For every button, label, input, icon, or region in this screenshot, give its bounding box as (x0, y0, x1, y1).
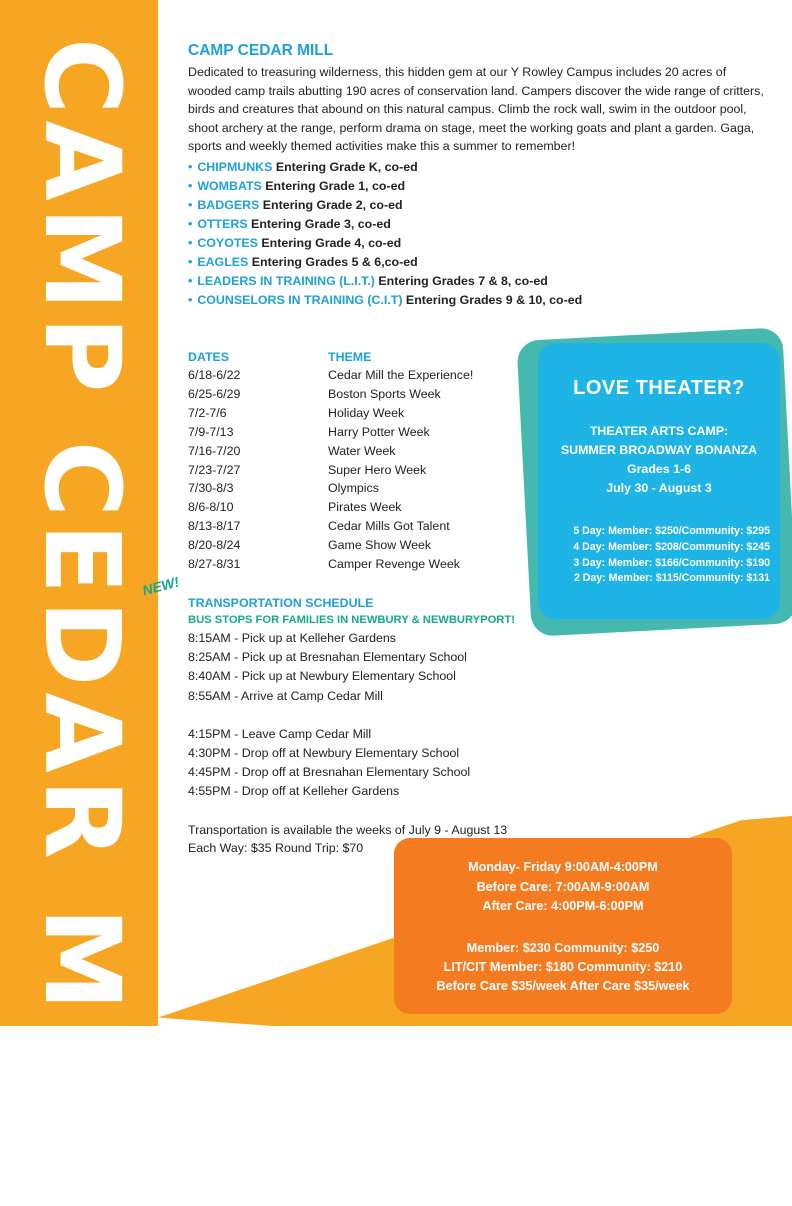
week-date: 8/20-8/24 (188, 538, 241, 553)
transport-subtitle: BUS STOPS FOR FAMILIES IN NEWBURY & NEWBURYPORT! (188, 614, 515, 626)
week-date: 6/25-6/29 (188, 386, 241, 401)
fee-line: Before Care $35/week After Care $35/week (436, 978, 690, 993)
price-line: 4 Day: Member: $208/Community: $245 (573, 540, 770, 553)
group-desc: Entering Grades 9 & 10, co-ed (402, 292, 583, 307)
week-date: 8/6-8/10 (188, 500, 234, 515)
age-groups-list (188, 158, 768, 310)
hours-line: After Care: 4:00PM-6:00PM (482, 899, 644, 913)
weekly-theme-schedule (188, 348, 518, 574)
new-badge: NEW! (140, 573, 181, 599)
hours-and-fees-box (394, 838, 732, 1014)
table-row (188, 479, 518, 498)
table-row (188, 536, 518, 555)
group-name: OTTERS (197, 216, 248, 231)
theater-camp-info (538, 422, 780, 498)
vertical-title: CAMP CEDAR MILL (21, 38, 143, 1206)
table-row (188, 404, 518, 423)
list-item (188, 158, 768, 177)
dates-header: DATES (188, 350, 230, 364)
group-desc: Entering Grade 4, co-ed (257, 235, 402, 250)
fee-line: Member: $230 Community: $250 (466, 940, 660, 955)
list-item (188, 177, 768, 196)
group-desc: Entering Grade K, co-ed (272, 159, 418, 174)
list-item (188, 234, 768, 253)
bullet-icon: • (188, 216, 193, 231)
theater-line: SUMMER BROADWAY BONANZA (560, 443, 758, 457)
transport-title: TRANSPORTATION SCHEDULE (188, 596, 374, 610)
group-desc: Entering Grade 2, co-ed (259, 197, 403, 212)
schedule-header (188, 348, 518, 366)
transportation-schedule (188, 595, 548, 858)
strip-white-gap (158, 0, 174, 860)
week-theme: Super Hero Week (328, 462, 427, 477)
week-date: 7/2-7/6 (188, 405, 227, 420)
week-date: 7/23-7/27 (188, 462, 241, 477)
list-item (188, 196, 768, 215)
theater-heading: LOVE THEATER? (573, 377, 745, 399)
bullet-icon: • (188, 292, 193, 307)
group-name: BADGERS (197, 197, 260, 212)
camp-intro: Dedicated to treasuring wilderness, this hidden gem at our Y Rowley Campus includes 20 acres of wooded camp trails abutting 190 acres of conservation land. Campers discover the wide range of critters, birds and creatures that abound on this natural campus. Climb the rock wall, swim in the outdoor pool, shoot archery at the range, perform drama on stage, meet the working goats and plant a garden. Gaga, sports and weekly themed activities make this a summer to remember! (188, 65, 764, 154)
transport-stop: 4:15PM - Leave Camp Cedar Mill (188, 726, 372, 741)
camp-title: CAMP CEDAR MILL (188, 42, 334, 59)
list-item (188, 253, 768, 272)
table-row (188, 555, 518, 574)
table-row (188, 461, 518, 480)
transport-stop: 8:15AM - Pick up at Kelleher Gardens (188, 631, 396, 645)
bullet-icon: • (188, 159, 193, 174)
transport-stop: 8:40AM - Pick up at Newbury Elementary School (188, 669, 456, 684)
week-theme: Water Week (328, 443, 396, 458)
week-theme: Camper Revenge Week (328, 557, 461, 572)
group-name: EAGLES (197, 254, 249, 269)
week-date: 6/18-6/22 (188, 368, 241, 382)
group-name: WOMBATS (197, 178, 262, 193)
spacer (188, 706, 548, 725)
theater-line: July 30 - August 3 (606, 481, 712, 495)
group-name: COYOTES (197, 235, 258, 250)
hours-info (394, 858, 732, 917)
week-theme: Harry Potter Week (328, 424, 430, 439)
table-row (188, 498, 518, 517)
price-line: 5 Day: Member: $250/Community: $295 (573, 525, 770, 537)
table-row (188, 366, 518, 385)
table-row (188, 442, 518, 461)
bullet-icon: • (188, 273, 193, 288)
week-date: 7/30-8/3 (188, 481, 234, 496)
transport-stop: 4:55PM - Drop off at Kelleher Gardens (188, 784, 400, 799)
bullet-icon: • (188, 197, 193, 212)
week-theme: Game Show Week (328, 538, 432, 553)
list-item (188, 291, 768, 310)
theme-header: THEME (328, 350, 372, 364)
week-date: 7/9-7/13 (188, 424, 234, 439)
spacer (188, 802, 548, 821)
week-theme: Olympics (328, 481, 379, 496)
week-theme: Holiday Week (328, 405, 405, 420)
list-item (188, 215, 768, 234)
week-date: 8/13-8/17 (188, 519, 241, 534)
price-line: 3 Day: Member: $166/Community: $190 (573, 556, 770, 569)
table-row (188, 423, 518, 442)
list-item (188, 272, 768, 291)
week-date: 8/27-8/31 (188, 557, 241, 572)
theater-line: THEATER ARTS CAMP: (589, 424, 729, 438)
price-line: 2 Day: Member: $115/Community: $131 (573, 572, 770, 585)
theater-promo-box (538, 343, 780, 619)
bullet-icon: • (188, 254, 193, 269)
theater-prices (538, 524, 780, 587)
group-name: COUNSELORS IN TRAINING (C.I.T) (197, 292, 403, 307)
group-desc: Entering Grade 3, co-ed (247, 216, 391, 231)
week-theme: Cedar Mill the Experience! (328, 368, 474, 382)
hours-line: Monday- Friday 9:00AM-4:00PM (468, 860, 658, 874)
table-row (188, 385, 518, 404)
transport-availability: Transportation is available the weeks of July 9 - August 13 (188, 822, 508, 837)
week-date: 7/16-7/20 (188, 443, 241, 458)
group-desc: Entering Grades 7 & 8, co-ed (374, 273, 548, 288)
group-desc: Entering Grade 1, co-ed (261, 178, 406, 193)
hours-line: Before Care: 7:00AM-9:00AM (476, 879, 650, 894)
transport-stop: 4:30PM - Drop off at Newbury Elementary School (188, 746, 460, 761)
bullet-icon: • (188, 235, 193, 250)
transport-stop: 8:25AM - Pick up at Bresnahan Elementary School (188, 650, 467, 665)
theater-line: Grades 1-6 (626, 462, 692, 476)
transport-stop: 4:45PM - Drop off at Bresnahan Elementary School (188, 765, 471, 780)
transport-pricing: Each Way: $35 Round Trip: $70 (188, 841, 364, 856)
fee-line: LIT/CIT Member: $180 Community: $210 (443, 959, 683, 974)
group-desc: Entering Grades 5 & 6,co-ed (248, 254, 418, 269)
group-name: LEADERS IN TRAINING (L.I.T.) (197, 273, 375, 288)
camp-description (188, 42, 768, 310)
week-theme: Cedar Mills Got Talent (328, 519, 450, 534)
week-theme: Boston Sports Week (328, 386, 441, 401)
table-row (188, 517, 518, 536)
week-theme: Pirates Week (328, 500, 402, 515)
transport-stop: 8:55AM - Arrive at Camp Cedar Mill (188, 688, 383, 703)
fees-info (394, 939, 732, 996)
group-name: CHIPMUNKS (197, 159, 273, 174)
bullet-icon: • (188, 178, 193, 193)
